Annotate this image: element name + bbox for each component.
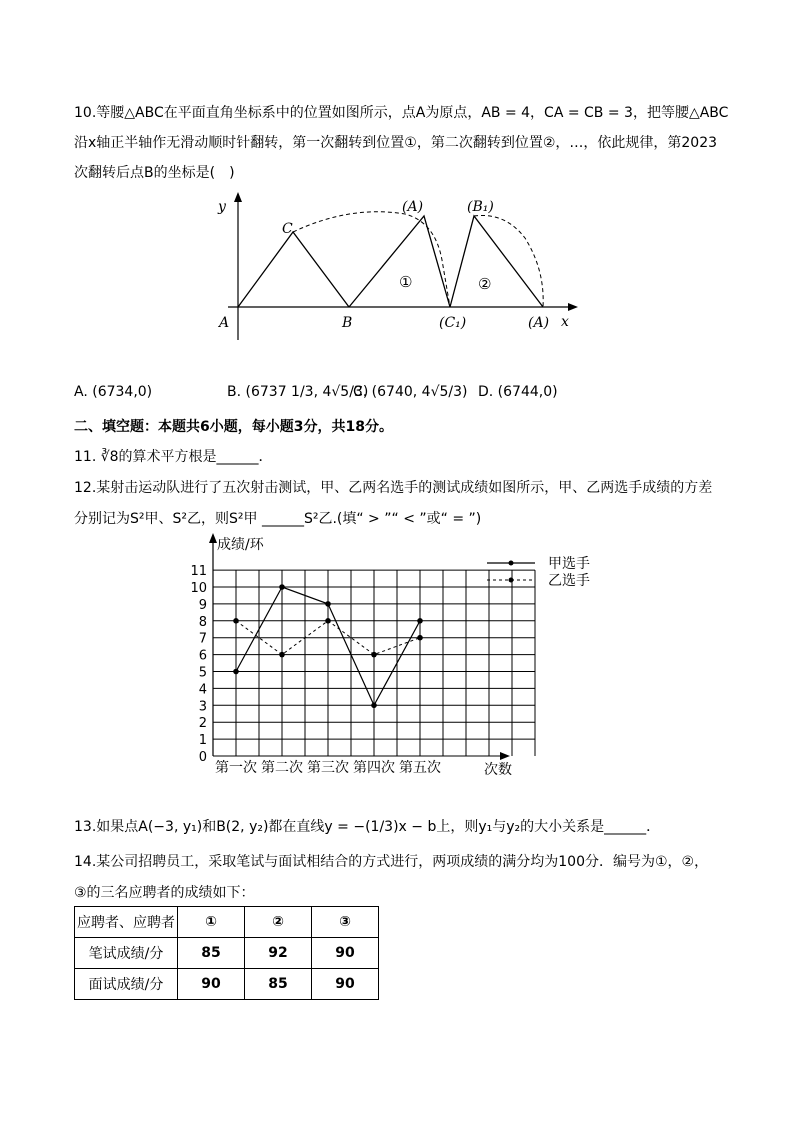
data-point bbox=[417, 618, 423, 624]
table-cell: 92 bbox=[245, 938, 312, 969]
section-2-header: 二、填空题：本题共6小题，每小题3分，共18分。 bbox=[74, 419, 393, 435]
q11-text: 11. ∛8的算术平方根是______． bbox=[74, 449, 273, 465]
table-header-cell: 应聘者、应聘者 bbox=[75, 907, 178, 938]
label-a-right: (A) bbox=[528, 315, 550, 331]
chart-legend bbox=[487, 556, 590, 589]
label-a-origin: A bbox=[219, 315, 230, 331]
q10-line1: 10.等腰△ABC在平面直角坐标系中的位置如图所示，点A为原点，AB = 4，CA = CB = 3，把等腰△ABC bbox=[74, 105, 729, 121]
q14-line1: 14.某公司招聘员工，采取笔试与面试相结合的方式进行，两项成绩的满分均为100分．编号为①，②， bbox=[74, 854, 709, 870]
data-point bbox=[417, 635, 423, 641]
label-y: y bbox=[218, 199, 226, 215]
label-b: B bbox=[342, 315, 353, 331]
y-tick-label: 8 bbox=[198, 614, 207, 630]
x-tick-label: 第二次 bbox=[261, 760, 303, 776]
q10-option-b: B. (6737 1/3, 4√5/3) bbox=[227, 384, 369, 400]
table-cell: 面试成绩/分 bbox=[75, 969, 178, 1000]
table-row bbox=[75, 969, 379, 1000]
table-header-row bbox=[75, 907, 379, 938]
q10-option-a: A. (6734,0) bbox=[74, 384, 153, 400]
q12-line1: 12.某射击运动队进行了五次射击测试，甲、乙两名选手的测试成绩如图所示，甲、乙两选手成绩的方差 bbox=[74, 480, 713, 496]
table-cell: 85 bbox=[245, 969, 312, 1000]
y-tick-label: 7 bbox=[198, 631, 207, 647]
table-cell: 90 bbox=[178, 969, 245, 1000]
x-tick-label: 第一次 bbox=[215, 760, 257, 776]
table-cell: 85 bbox=[178, 938, 245, 969]
q10-option-c: C. (6740, 4√5/3) bbox=[353, 384, 468, 400]
y-tick-label: 4 bbox=[198, 682, 207, 698]
label-x: x bbox=[561, 314, 569, 330]
data-point bbox=[325, 601, 331, 607]
table-row bbox=[75, 938, 379, 969]
data-point bbox=[371, 703, 377, 709]
label-c1: (C₁) bbox=[439, 315, 467, 331]
x-tick-label: 第三次 bbox=[307, 760, 349, 776]
legend-label-yi: 乙选手 bbox=[548, 573, 590, 589]
y-tick-label: 0 bbox=[198, 750, 207, 765]
chart-y-arrow-icon bbox=[209, 533, 217, 543]
data-point bbox=[279, 652, 285, 658]
table-cell: 笔试成绩/分 bbox=[75, 938, 178, 969]
data-point bbox=[371, 652, 377, 658]
x-tick-label: 第四次 bbox=[353, 760, 395, 776]
label-b1-top: (B₁) bbox=[467, 199, 494, 215]
data-point bbox=[279, 584, 285, 590]
q10-line3: 次翻转后点B的坐标是( ) bbox=[74, 165, 235, 181]
table-header-cell: ③ bbox=[312, 907, 379, 938]
y-tick-label: 2 bbox=[198, 716, 207, 732]
score-table bbox=[74, 906, 379, 1000]
table-cell: 90 bbox=[312, 969, 379, 1000]
q12-line2: 分别记为S²甲、S²乙，则S²甲 ______S²乙.(填“ > ”“ < ”或“ = ”) bbox=[74, 511, 482, 527]
y-tick-label: 3 bbox=[198, 699, 207, 715]
y-tick-label: 6 bbox=[198, 648, 207, 664]
label-c: C bbox=[282, 221, 293, 237]
chart-x-arrow-icon bbox=[500, 752, 510, 760]
data-point bbox=[325, 618, 331, 624]
x-tick-label: 第五次 bbox=[399, 760, 441, 776]
chart-ylabel: 成绩/环 bbox=[217, 537, 264, 553]
y-tick-label: 11 bbox=[190, 564, 207, 580]
q13-text: 13.如果点A(−3, y₁)和B(2, y₂)都在直线y = −(1/3)x − b上，则y₁与y₂的大小关系是______． bbox=[74, 819, 661, 835]
table-header-cell: ② bbox=[245, 907, 312, 938]
label-circle-2: ② bbox=[478, 275, 492, 293]
data-point bbox=[233, 618, 239, 624]
table-header-cell: ① bbox=[178, 907, 245, 938]
q14-line2: ③的三名应聘者的成绩如下： bbox=[74, 885, 255, 901]
table-cell: 90 bbox=[312, 938, 379, 969]
label-circle-1: ① bbox=[399, 273, 413, 291]
label-a-top: (A) bbox=[402, 199, 424, 215]
legend-dot-yi bbox=[509, 578, 514, 583]
y-tick-label: 1 bbox=[198, 733, 207, 749]
q10-line2: 沿x轴正半轴作无滑动顺时针翻转，第一次翻转到位置①，第二次翻转到位置②，…，依此规律，第2023 bbox=[74, 135, 718, 151]
y-tick-label: 9 bbox=[198, 597, 207, 613]
q10-option-d: D. (6744,0) bbox=[478, 384, 558, 400]
data-point bbox=[233, 669, 239, 675]
y-tick-label: 5 bbox=[198, 665, 207, 681]
chart-xlabel: 次数 bbox=[484, 762, 512, 778]
legend-dot-jia bbox=[509, 561, 514, 566]
y-tick-label: 10 bbox=[190, 581, 207, 596]
legend-label-jia: 甲选手 bbox=[548, 556, 590, 572]
